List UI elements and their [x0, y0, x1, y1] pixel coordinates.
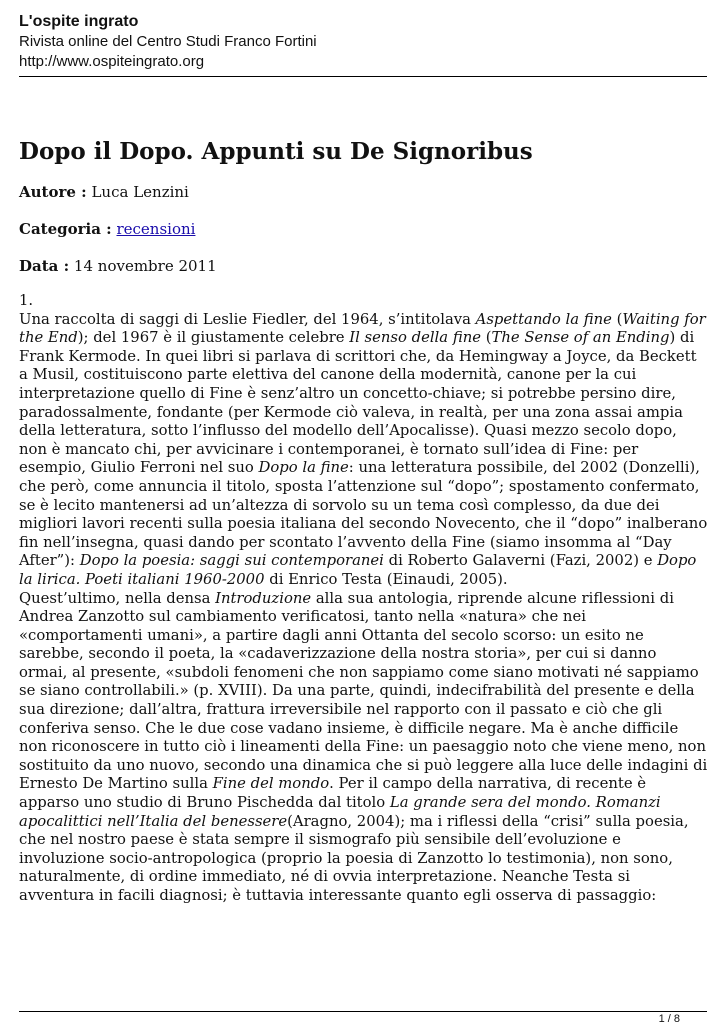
- date-label: Data :: [19, 257, 70, 275]
- section-number: 1.: [19, 292, 34, 309]
- site-url: http://www.ospiteingrato.org: [19, 53, 205, 70]
- paragraph-1: Una raccolta di saggi di Leslie Fiedler, del 1964, s’intitolava Aspettando la fine (Waiting for the End); del 1967 è il giustamente celebre Il senso della fine (The Sense of an Ending) di Frank Kermode. In quei libri si parlava di scrittori che, da Hemingway a Joyce, da Beckett a Musil, costituiscono parte elettiva del canone della modernità, canone per la cui interpretazione quello di Fine è senz’altro un concetto-chiave; si potrebbe persino dire, paradossalmente, fondante (per Kermode ciò valeva, in realtà, per una zona assai ampia della letteratura, sotto l’influsso del modello dell’Apocalisse). Quasi mezzo secolo dopo, non è mancato chi, per avvicinare i contemporanei, è tornato sull’idea di Fine: per esempio, Giulio Ferroni nel suo Dopo la fine: una letteratura possibile, del 2002 (Donzelli), che però, come annuncia il titolo, sposta l’attenzione sul “dopo”; spostamento confermato, se è lecito mantenersi ad un’altezza di sorvolo su un tema così complesso, da due dei migliori lavori recenti sulla poesia italiana del secondo Novecento, che il “dopo” inalberano fin nell’insegna, quasi dando per scontato l’avvento della Fine (siamo insomma al “Day After”): Dopo la poesia: saggi sui contemporanei di Roberto Galaverni (Fazi, 2002) e Dopo la lirica. Poeti italiani 1960-2000 di Enrico Testa (Einaudi, 2005).: [19, 310, 708, 588]
- date-value: 14 novembre 2011: [73, 257, 217, 275]
- author-line: [19, 182, 189, 202]
- paragraph-2: Quest’ultimo, nella densa Introduzione alla sua antologia, riprende alcune riflessioni di Andrea Zanzotto sul cambiamento verificatosi, tanto nella «natura» che nei «comportamenti umani», a partire dagli anni Ottanta del secolo scorso: un esito ne sarebbe, secondo il poeta, la «cadaverizzazione della nostra storia», per cui si danno ormai, al presente, «subdoli fenomeni che non sappiamo come siano motivati né sappiamo se siano controllabili.» (p. XVIII). Da una parte, quindi, indecifrabilità del presente e della sua direzione; dall’altra, frattura irreversibile nel rapporto con il passato e ciò che gli conferiva senso. Che le due cose vadano insieme, è difficile negare. Ma è anche difficile non riconoscere in tutto ciò i lineamenti della Fine: un paesaggio noto che viene meno, non sostituito da uno nuovo, secondo una dinamica che si può leggere alla luce delle indagini di Ernesto De Martino sulla Fine del mondo. Per il campo della narrativa, di recente è apparso uno studio di Bruno Pischedda dal titolo La grande sera del mondo. Romanzi apocalittici nell’Italia del benessere(Aragno, 2004); ma i riflessi della “crisi” sulla poesia, che nel nostro paese è stata sempre il sismografo più sensibile dell’evoluzione e involuzione socio-antropologica (proprio la poesia di Zanzotto lo testimonia), non sono, naturalmente, di ordine immediato, né di ovvia interpretazione. Neanche Testa si avventura in facili diagnosi; è tuttavia interessante quanto egli osserva di passaggio:: [19, 589, 708, 904]
- site-subtitle: Rivista online del Centro Studi Franco Fortini: [19, 33, 317, 50]
- article-body: [19, 292, 709, 906]
- footer-divider: [19, 1011, 707, 1012]
- article-title: Dopo il Dopo. Appunti su De Signoribus: [19, 138, 533, 165]
- author-name: Luca Lenzini: [91, 183, 189, 201]
- site-header: [19, 12, 709, 72]
- category-link[interactable]: recensioni: [116, 220, 196, 238]
- category-label: Categoria :: [19, 220, 112, 238]
- page-indicator: 1 / 8: [658, 1013, 680, 1025]
- site-title: L'ospite ingrato: [19, 13, 139, 30]
- date-line: [19, 256, 217, 276]
- category-line: [19, 219, 195, 239]
- author-label: Autore :: [19, 183, 87, 201]
- header-divider: [19, 76, 707, 77]
